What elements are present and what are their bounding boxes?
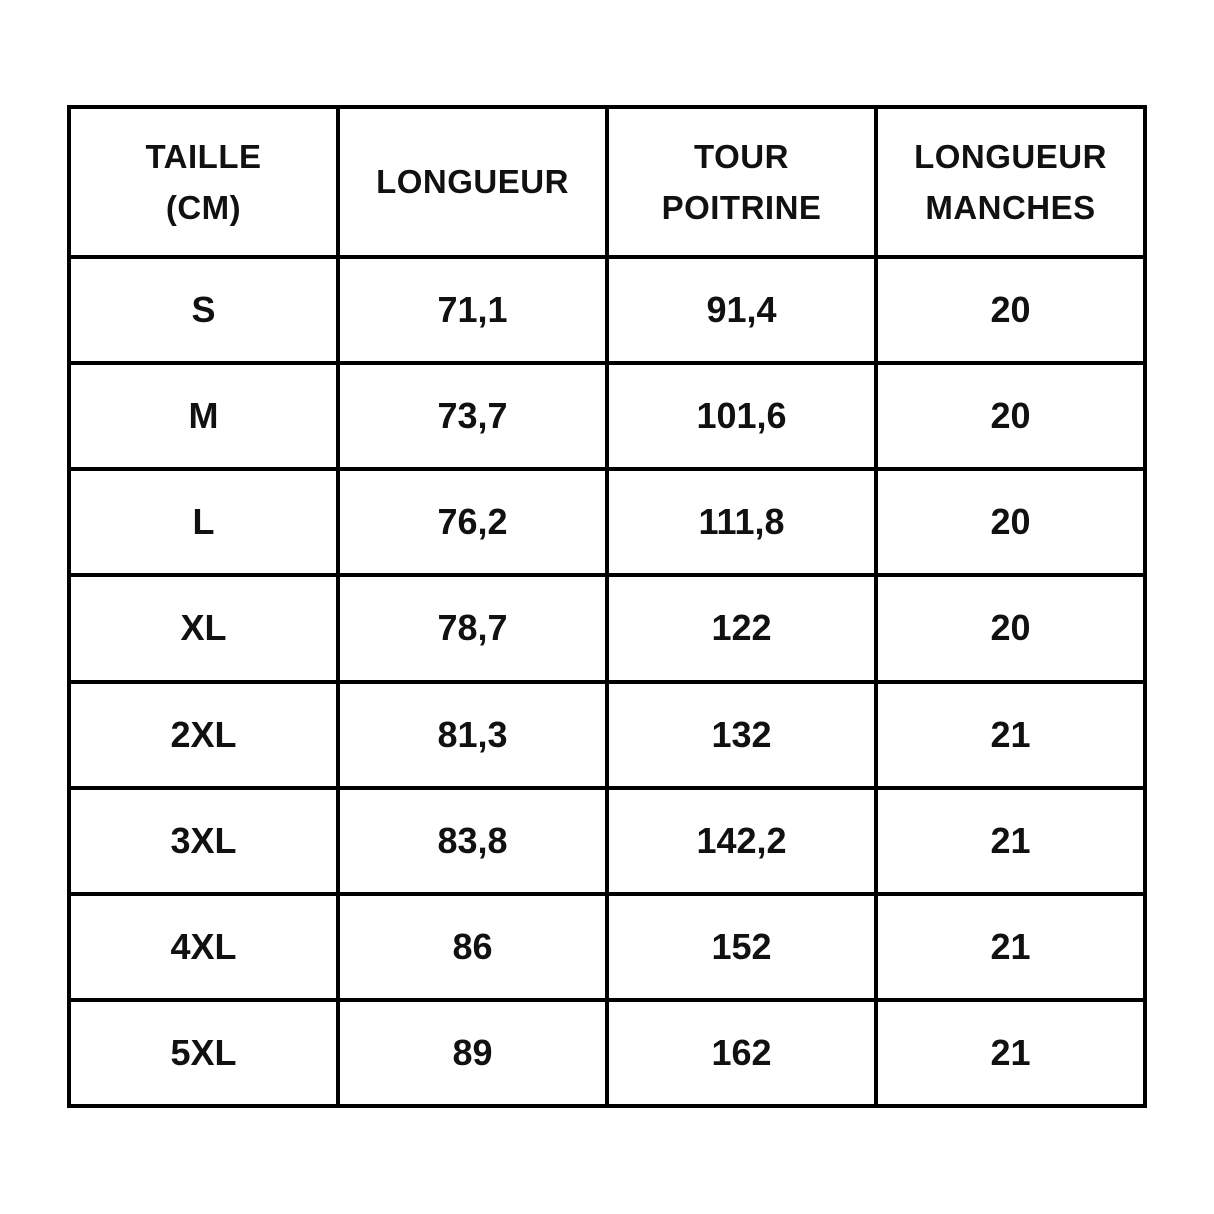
cell-longueur-manches: 20 (876, 575, 1145, 681)
cell-taille: L (69, 469, 338, 575)
cell-longueur: 83,8 (338, 788, 607, 894)
cell-longueur: 71,1 (338, 257, 607, 363)
cell-longueur-manches: 20 (876, 363, 1145, 469)
cell-longueur: 73,7 (338, 363, 607, 469)
cell-longueur: 86 (338, 894, 607, 1000)
table-row-4xl (69, 894, 1145, 1000)
cell-longueur-manches: 20 (876, 469, 1145, 575)
header-longueur-manches-line1: LONGUEUR (914, 137, 1107, 175)
cell-tour-poitrine: 111,8 (607, 469, 876, 575)
header-row (69, 107, 1145, 257)
cell-tour-poitrine: 91,4 (607, 257, 876, 363)
header-longueur (338, 107, 607, 257)
cell-taille: 2XL (69, 682, 338, 788)
header-taille-line2: (CM) (165, 189, 242, 226)
header-tour-poitrine (607, 107, 876, 257)
table-row-5xl (69, 1000, 1145, 1106)
cell-longueur: 81,3 (338, 682, 607, 788)
header-longueur-manches (876, 107, 1145, 257)
size-chart-table (67, 105, 1147, 1108)
cell-longueur-manches: 21 (876, 682, 1145, 788)
cell-taille: 5XL (69, 1000, 338, 1106)
table-row-xl (69, 575, 1145, 681)
header-tour-poitrine-line2: POITRINE (661, 189, 822, 226)
cell-longueur-manches: 20 (876, 257, 1145, 363)
table-row-m (69, 363, 1145, 469)
header-taille-line1: TAILLE (145, 137, 262, 175)
cell-longueur: 76,2 (338, 469, 607, 575)
cell-tour-poitrine: 132 (607, 682, 876, 788)
cell-longueur-manches: 21 (876, 788, 1145, 894)
cell-tour-poitrine: 162 (607, 1000, 876, 1106)
cell-tour-poitrine: 122 (607, 575, 876, 681)
cell-longueur-manches: 21 (876, 894, 1145, 1000)
table-row-l (69, 469, 1145, 575)
cell-taille: 3XL (69, 788, 338, 894)
cell-taille: M (69, 363, 338, 469)
table-row-s (69, 257, 1145, 363)
cell-tour-poitrine: 142,2 (607, 788, 876, 894)
table-row-3xl (69, 788, 1145, 894)
header-tour-poitrine-line1: TOUR (694, 137, 789, 175)
cell-taille: S (69, 257, 338, 363)
cell-taille: XL (69, 575, 338, 681)
cell-longueur: 78,7 (338, 575, 607, 681)
cell-tour-poitrine: 152 (607, 894, 876, 1000)
header-longueur-line1: LONGUEUR (376, 163, 569, 201)
header-longueur-manches-line2: MANCHES (925, 189, 1096, 226)
header-taille-cm (69, 107, 338, 257)
cell-longueur-manches: 21 (876, 1000, 1145, 1106)
cell-longueur: 89 (338, 1000, 607, 1106)
cell-tour-poitrine: 101,6 (607, 363, 876, 469)
cell-taille: 4XL (69, 894, 338, 1000)
table-row-2xl (69, 682, 1145, 788)
